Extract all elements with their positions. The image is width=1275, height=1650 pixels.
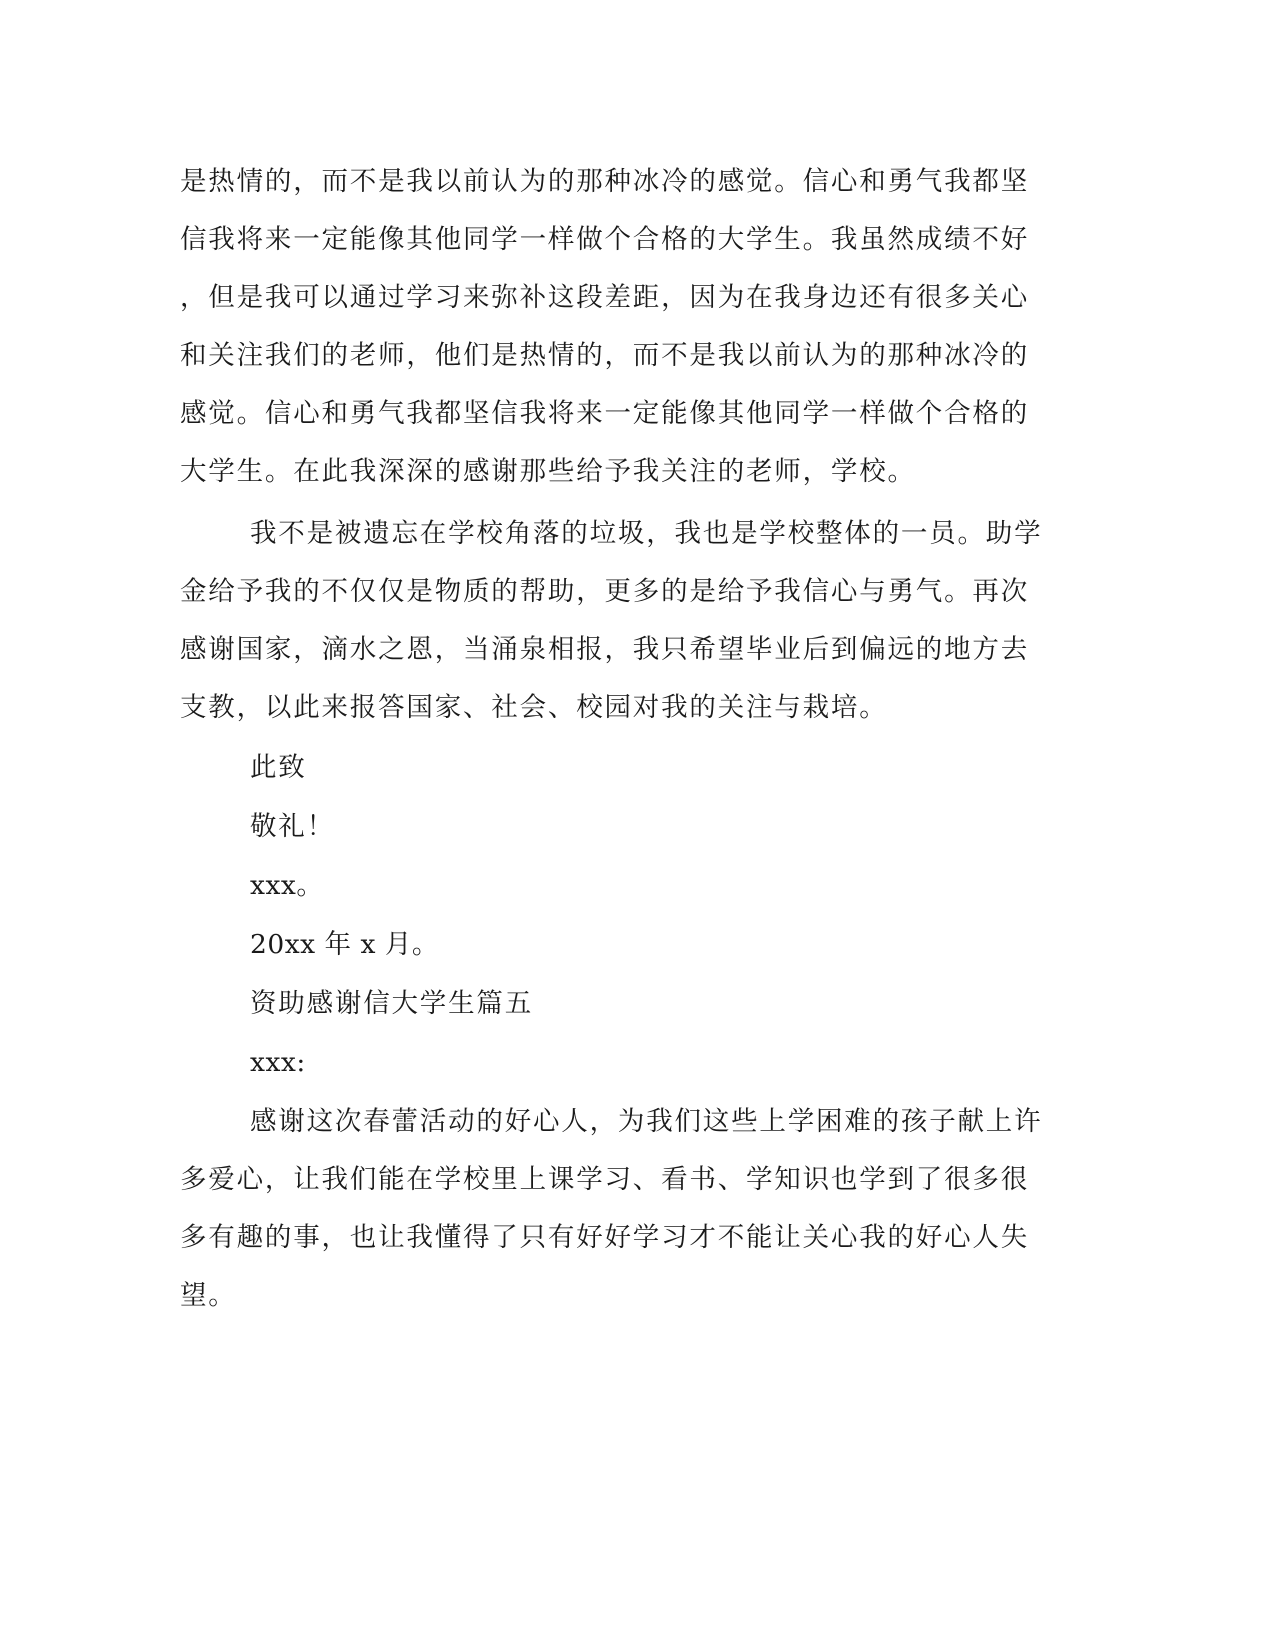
- closing-regards: 敬礼！: [250, 811, 335, 842]
- text-line: 多有趣的事，也让我懂得了只有好好学习才不能让关心我的好心人失: [180, 1222, 1029, 1253]
- closing-salutation: 此致: [250, 752, 307, 783]
- paragraph-first-line: 感谢这次春蕾活动的好心人，为我们这些上学困难的孩子献上许: [250, 1106, 1043, 1137]
- text-line: 金给予我的不仅仅是物质的帮助，更多的是给予我信心与勇气。再次: [180, 576, 1029, 607]
- text-line: 望。: [180, 1280, 237, 1311]
- section-heading: 资助感谢信大学生篇五: [250, 988, 533, 1019]
- text-line: 感谢国家，滴水之恩，当涌泉相报，我只希望毕业后到偏远的地方去: [180, 634, 1029, 665]
- paragraph-first-line: 我不是被遗忘在学校角落的垃圾，我也是学校整体的一员。助学: [250, 518, 1043, 549]
- text-line: 信我将来一定能像其他同学一样做个合格的大学生。我虽然成绩不好: [180, 224, 1029, 255]
- text-line: 大学生。在此我深深的感谢那些给予我关注的老师，学校。: [180, 456, 916, 487]
- text-line: 多爱心，让我们能在学校里上课学习、看书、学知识也学到了很多很: [180, 1164, 1029, 1195]
- signature-name: xxx。: [250, 870, 324, 901]
- text-line: 支教，以此来报答国家、社会、校园对我的关注与栽培。: [180, 692, 888, 723]
- letter-recipient: xxx:: [250, 1047, 306, 1078]
- signature-date: 20xx 年 x 月。: [250, 929, 439, 960]
- text-line: 感觉。信心和勇气我都坚信我将来一定能像其他同学一样做个合格的: [180, 398, 1029, 429]
- text-line: 是热情的，而不是我以前认为的那种冰冷的感觉。信心和勇气我都坚: [180, 166, 1029, 197]
- text-line: 和关注我们的老师，他们是热情的，而不是我以前认为的那种冰冷的: [180, 340, 1029, 371]
- text-line: ，但是我可以通过学习来弥补这段差距，因为在我身边还有很多关心: [180, 282, 1029, 313]
